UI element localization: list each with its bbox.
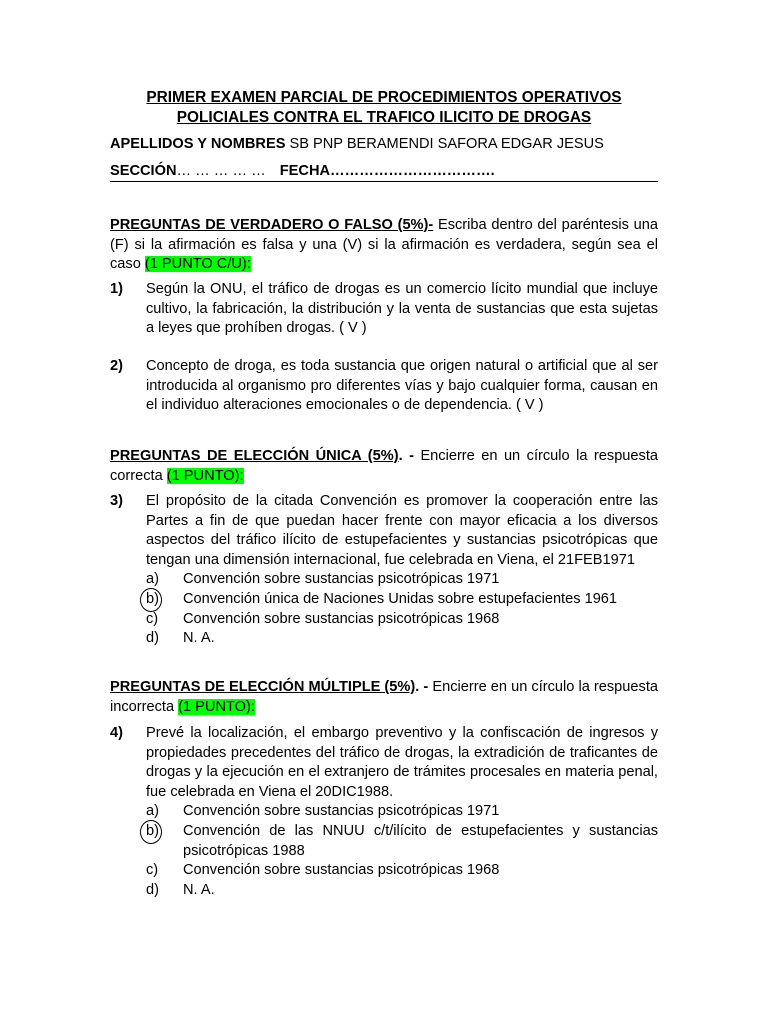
name-value: SB PNP BERAMENDI SAFORA EDGAR JESUS bbox=[289, 136, 604, 152]
option-d[interactable] bbox=[146, 881, 658, 901]
option-text: Convención única de Naciones Unidas sobre estupefacientes 1961 bbox=[183, 590, 618, 607]
date-dots: ……………………………. bbox=[330, 163, 495, 179]
option-text: Convención sobre sustancias psicotrópicas 1968 bbox=[183, 610, 500, 627]
option-c[interactable] bbox=[146, 861, 658, 881]
section-label: SECCIÓN bbox=[110, 163, 177, 179]
exam-title bbox=[110, 88, 658, 128]
option-letter: c) bbox=[146, 862, 159, 879]
question-1 bbox=[110, 280, 658, 339]
option-letter: d) bbox=[146, 881, 159, 898]
section-date-row bbox=[110, 162, 495, 182]
question-text: Según la ONU, el tráfico de drogas es un comercio lícito mundial que incluye cultivo, la fabricación, la distribución y la venta de sustancias que esta sujetas a leyes que prohíben drogas. ( V ) bbox=[146, 281, 658, 337]
unica-heading: PREGUNTAS DE ELECCIÓN ÚNICA (5%) bbox=[110, 448, 399, 464]
section-dots: … … … … … bbox=[176, 163, 266, 179]
option-letter: b) bbox=[146, 822, 159, 839]
option-a[interactable] bbox=[146, 802, 658, 822]
option-letter: d) bbox=[146, 630, 159, 647]
question-number: 2) bbox=[110, 358, 123, 374]
name-row bbox=[110, 135, 604, 155]
option-text: Convención sobre sustancias psicotrópicas 1968 bbox=[183, 862, 500, 879]
question-text: Prevé la localización, el embargo preventivo y la confiscación de ingresos y propiedades precedentes del tráfico de drogas, la extradición de traficantes de drogas y la ejecución en el extranjero de trámites procesales en materia penal, fue celebrada en Viena el 20DIC1988. bbox=[146, 725, 658, 800]
multiple-dash: . - bbox=[415, 679, 433, 695]
unica-instruction: Encierre en un círculo la respuesta correcta bbox=[110, 448, 659, 484]
name-label: APELLIDOS Y NOMBRES bbox=[110, 136, 286, 152]
date-label: FECHA bbox=[279, 163, 331, 179]
question-text: Concepto de droga, es toda sustancia que origen natural o artificial que al ser introducida al organismo pro diferentes vías y bajo cualquier forma, causan en el individuo alteraciones emocionales o de dependencia. ( V ) bbox=[146, 358, 658, 414]
option-text: N. A. bbox=[183, 881, 215, 898]
option-text: Convención de las NNUU c/t/ilícito de estupefacientes y sustancias psicotrópicas 1988 bbox=[183, 822, 658, 859]
title-line-2: POLICIALES CONTRA EL TRAFICO ILICITO DE DROGAS bbox=[176, 109, 592, 126]
question-2 bbox=[110, 357, 658, 416]
option-a[interactable] bbox=[146, 570, 658, 590]
option-letter: b) bbox=[146, 590, 159, 607]
unica-points: (1 PUNTO): bbox=[166, 467, 244, 484]
option-letter: c) bbox=[146, 610, 159, 627]
unica-instructions bbox=[110, 447, 658, 486]
multiple-instructions bbox=[110, 678, 658, 717]
title-line-1: PRIMER EXAMEN PARCIAL DE PROCEDIMIENTOS OPERATIVOS bbox=[146, 89, 622, 106]
vf-instruction: Escriba dentro del paréntesis una (F) si la afirmación es falsa y una (V) si la afirmación es verdadera, según sea el caso bbox=[110, 217, 658, 273]
question-number: 1) bbox=[110, 281, 123, 297]
option-letter: a) bbox=[146, 571, 159, 588]
option-text: Convención sobre sustancias psicotrópicas 1971 bbox=[183, 803, 500, 820]
vf-points: (1 PUNTO C/U): bbox=[144, 256, 251, 273]
header-divider bbox=[110, 181, 658, 182]
question-number: 4) bbox=[110, 725, 123, 741]
multiple-heading: PREGUNTAS DE ELECCIÓN MÚLTIPLE (5%) bbox=[110, 679, 416, 695]
question-4 bbox=[110, 724, 658, 900]
vf-instructions bbox=[110, 216, 658, 275]
question-3 bbox=[110, 492, 658, 649]
question-text: El propósito de la citada Convención es promover la cooperación entre las Partes a fin de que puedan hacer frente con mayor eficacia a los diversos aspectos del tráfico ilícito de estupefacientes y sustancias psicotrópicas que tengan una dimensión internacional, fue celebrada en Viena, el 21FEB1971 bbox=[146, 493, 658, 568]
option-b[interactable] bbox=[146, 590, 658, 610]
vf-heading: PREGUNTAS DE VERDADERO O FALSO (5%)- bbox=[110, 217, 434, 233]
option-text: N. A. bbox=[183, 630, 215, 647]
option-d[interactable] bbox=[146, 629, 658, 649]
question-number: 3) bbox=[110, 493, 123, 509]
option-text: Convención sobre sustancias psicotrópicas 1971 bbox=[183, 571, 500, 588]
option-c[interactable] bbox=[146, 610, 658, 630]
option-b[interactable] bbox=[146, 822, 658, 861]
multiple-points: (1 PUNTO): bbox=[178, 698, 255, 715]
unica-dash: . - bbox=[398, 448, 421, 464]
option-letter: a) bbox=[146, 803, 159, 820]
multiple-instruction: Encierre en un círculo la respuesta incorrecta bbox=[110, 679, 658, 715]
